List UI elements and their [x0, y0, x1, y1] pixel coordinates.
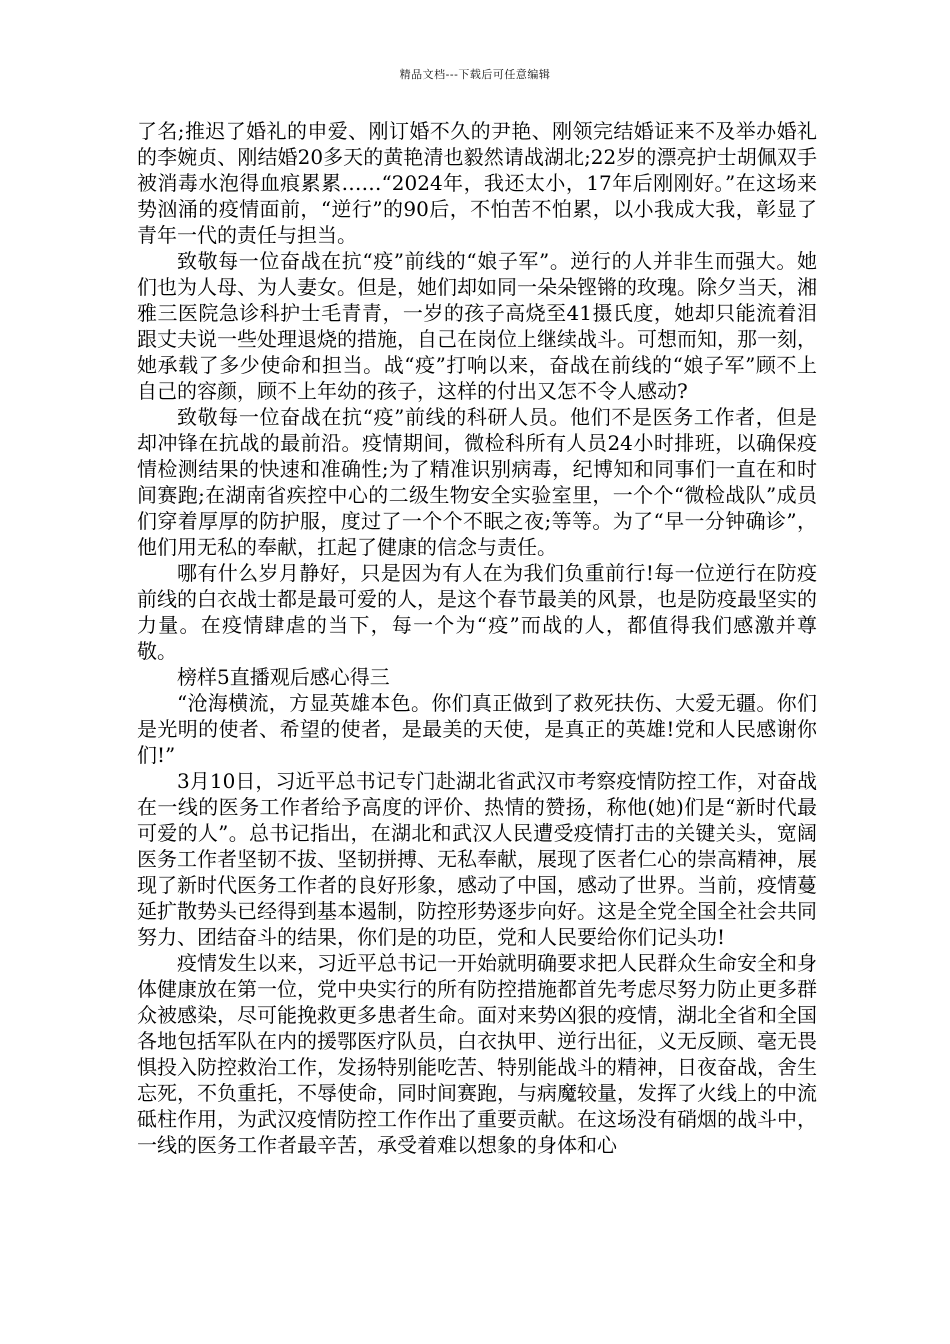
paragraph: 疫情发生以来，习近平总书记一开始就明确要求把人民群众生命安全和身体健康放在第一位，党中央实行的所有防控措施都首先考虑尽努力防止更多群众被感染，尽可能挽救更多患者生命。面对来势凶狠的疫情，湖北全省和全国各地包括军队在内的援鄂医疗队员，白衣执甲、逆行出征，义无反顾、毫无畏惧投入防控救治工作，发扬特别能吃苦、特别能战斗的精神，日夜奋战，舍生忘死，不负重托，不辱使命，同时间赛跑，与病魔较量，发挥了火线上的中流砥柱作用，为武汉疫情防控工作作出了重要贡献。在这场没有硝烟的战斗中，一线的医务工作者最辛苦，承受着难以想象的身体和心: [137, 951, 817, 1157]
paragraph: 致敬每一位奋战在抗“疫”前线的“娘子军”。逆行的人并非生而强大。她们也为人母、为人妻女。但是，她们却如同一朵朵铿锵的玫瑰。除夕当天，湘雅三医院急诊科护士毛青青，一岁的孩子高烧至41摄氏度，她却只能流着泪跟丈夫说一些处理退烧的措施，自己在岗位上继续战斗。可想而知，那一刻，她承载了多少使命和担当。战“疫”打响以来，奋战在前线的“娘子军”顾不上自己的容颜，顾不上年幼的孩子，这样的付出又怎不令人感动?: [137, 249, 817, 403]
page-header: 精品文档---下载后可任意编辑: [399, 68, 551, 81]
paragraph: 了名;推迟了婚礼的申爱、刚订婚不久的尹艳、刚领完结婚证来不及举办婚礼的李婉贞、刚结婚20多天的黄艳清也毅然请战湖北;22岁的漂亮护士胡佩双手被消毒水泡得血痕累累……“2024年，我还太小，17年后刚刚好。”在这场来势汹涌的疫情面前，“逆行”的90后，不怕苦不怕累，以小我成大我，彰显了青年一代的责任与担当。: [137, 119, 817, 247]
paragraph: 致敬每一位奋战在抗“疫”前线的科研人员。他们不是医务工作者，但是却冲锋在抗战的最前沿。疫情期间，微检科所有人员24小时排班，以确保疫情检测结果的快速和准确性;为了精准识别病毒，纪博知和同事们一直在和时间赛跑;在湖南省疾控中心的二级生物安全实验室里，一个个“微检战队”成员们穿着厚厚的防护服，度过了一个个不眠之夜;等等。为了“早一分钟确诊”，他们用无私的奉献，扛起了健康的信念与责任。: [137, 405, 817, 559]
document-body: [137, 118, 817, 1158]
section-title: 榜样5直播观后感心得三: [177, 665, 390, 689]
paragraph: 哪有什么岁月静好，只是因为有人在为我们负重前行!每一位逆行在防疫前线的白衣战士都是最可爱的人，是这个春节最美的风景，也是防疫最坚实的力量。在疫情肆虐的当下，每一个为“疫”而战的人，都值得我们感激并尊敬。: [137, 561, 817, 663]
paragraph: 3月10日，习近平总书记专门赴湖北省武汉市考察疫情防控工作，对奋战在一线的医务工作者给予高度的评价、热情的赞扬，称他(她)们是“新时代最可爱的人”。总书记指出，在湖北和武汉人民遭受疫情打击的关键关头，宽阔医务工作者坚韧不拔、坚韧拼搏、无私奉献，展现了医者仁心的崇高精神，展现了新时代医务工作者的良好形象，感动了中国，感动了世界。当前，疫情蔓延扩散势头已经得到基本遏制，防控形势逐步向好。这是全党全国全社会共同努力、团结奋斗的结果，你们是的功臣，党和人民要给你们记头功!: [137, 769, 817, 949]
paragraph: “沧海横流，方显英雄本色。你们真正做到了救死扶伤、大爱无疆。你们是光明的使者、希望的使者，是最美的天使，是真正的英雄!党和人民感谢你们!”: [137, 691, 817, 767]
